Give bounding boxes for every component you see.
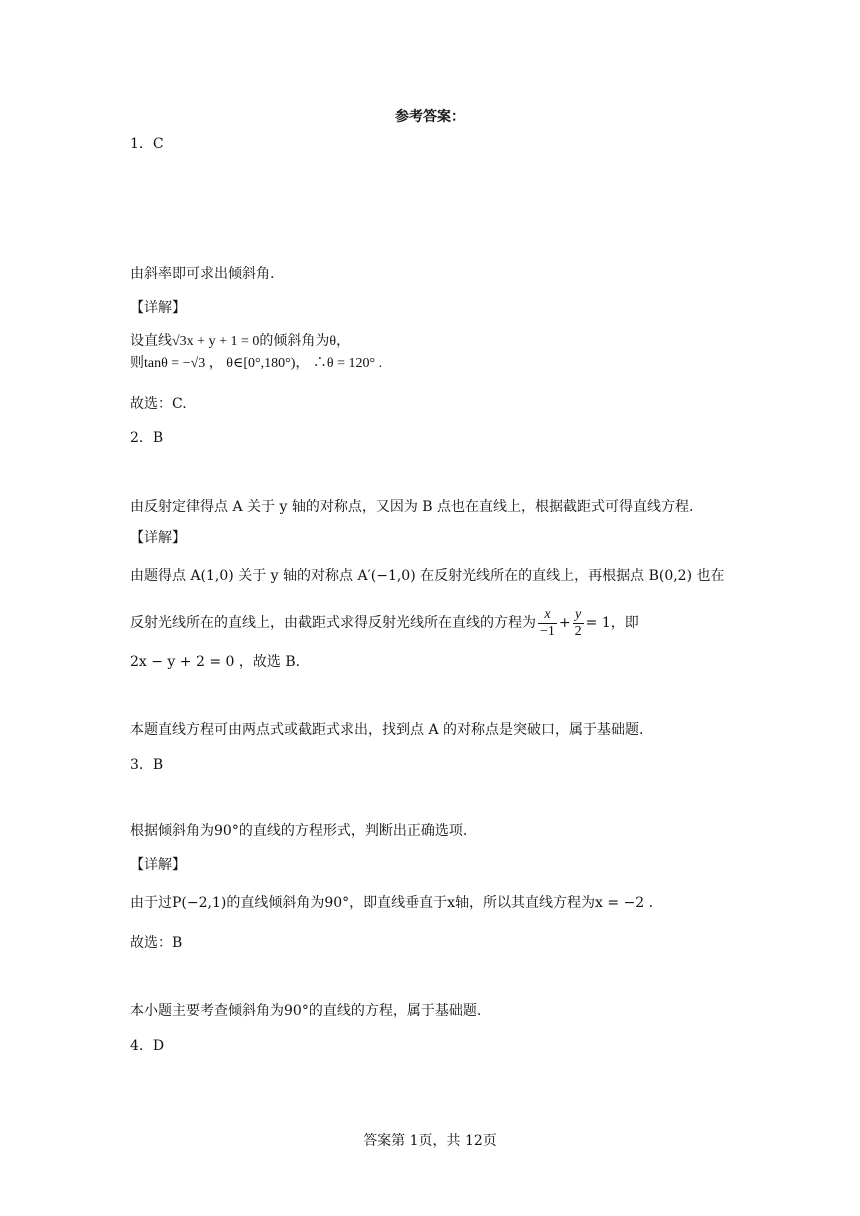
q2-fraction-y (573, 607, 584, 640)
q2-step2: 反射光线所在的直线上，由截距式求得反射光线所在直线的方程为 $\frac{x}{-1}$ + $\frac{y}{2}$ = 1，即 (130, 606, 639, 639)
q1-conclusion: 故选：C. (130, 396, 187, 412)
q2-step2-suffix: = 1，即 (585, 615, 639, 631)
q1-step2: 则tanθ = −√3 ， θ∈[0°,180°)， ∴θ = 120° . (130, 356, 383, 371)
q2-fraction-y-num: y (575, 606, 582, 622)
q1-analysis: 由斜率即可求出倾斜角. (130, 266, 275, 282)
q2-comment: 本题直线方程可由两点式或截距式求出，找到点 A 的对称点是突破口，属于基础题. (130, 722, 644, 738)
q4-answer: 4．D (130, 1038, 165, 1054)
q2-step1: 由题得点 A(1,0) 关于 y 轴的对称点 A′(−1,0) 在反射光线所在的直线上，再根据点 B(0,2) 也在 (130, 568, 725, 584)
q2-fraction-x-den: −1 (540, 623, 555, 639)
page-footer: 答案第 1页，共 12页 (363, 1133, 497, 1149)
q1-answer: 1．C (130, 136, 164, 152)
q3-detail-tag: 【详解】 (130, 857, 186, 873)
q1-step1: 设直线√3x + y + 1 = 0的倾斜角为θ， (130, 334, 351, 349)
q1-detail-tag: 【详解】 (130, 300, 186, 316)
q3-answer: 3．B (130, 757, 164, 773)
q2-fraction-x-num: x (544, 606, 551, 622)
q2-analysis: 由反射定律得点 A 关于 y 轴的对称点，又因为 B 点也在直线上，根据截距式可得直线方程. (130, 499, 694, 515)
q2-step2-prefix: 反射光线所在的直线上，由截距式求得反射光线所在直线的方程为 (130, 615, 536, 631)
q2-answer: 2．B (130, 430, 164, 446)
q3-comment: 本小题主要考查倾斜角为90°的直线的方程，属于基础题. (130, 1003, 482, 1019)
page-title: 参考答案： (395, 109, 465, 125)
q2-fraction-x (538, 607, 557, 640)
q2-detail-tag: 【详解】 (130, 530, 186, 546)
q3-analysis: 根据倾斜角为90°的直线的方程形式，判断出正确选项. (130, 823, 468, 839)
q2-step3: 2x − y + 2 = 0 ，故选 B. (130, 654, 301, 670)
q3-conclusion: 故选：B (130, 935, 183, 951)
q2-fraction-y-den: 2 (574, 623, 582, 639)
q3-step1: 由于过P(−2,1)的直线倾斜角为90°，即直线垂直于x轴，所以其直线方程为x = −2 . (130, 895, 654, 911)
